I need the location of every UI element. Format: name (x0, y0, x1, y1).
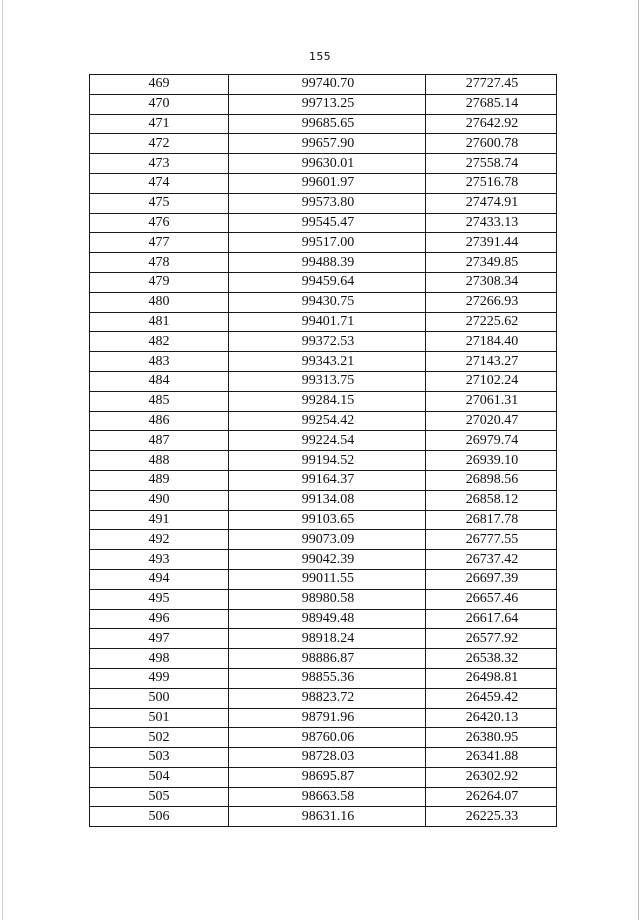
y-value-cell: 26420.13 (426, 708, 557, 728)
row-index-cell: 481 (90, 312, 229, 332)
row-index-cell: 479 (90, 272, 229, 292)
page-number: 155 (309, 50, 331, 63)
row-index-cell: 491 (90, 510, 229, 530)
table-row (90, 292, 557, 312)
y-value-cell: 26979.74 (426, 431, 557, 451)
x-value-cell: 99573.80 (229, 193, 426, 213)
x-value-cell: 99459.64 (229, 272, 426, 292)
x-value-cell: 99224.54 (229, 431, 426, 451)
y-value-cell: 27558.74 (426, 154, 557, 174)
x-value-cell: 99194.52 (229, 451, 426, 471)
table-row (90, 312, 557, 332)
table-row (90, 708, 557, 728)
table-row (90, 767, 557, 787)
row-index-cell: 475 (90, 193, 229, 213)
y-value-cell: 27642.92 (426, 114, 557, 134)
y-value-cell: 27102.24 (426, 371, 557, 391)
x-value-cell: 99254.42 (229, 411, 426, 431)
row-index-cell: 487 (90, 431, 229, 451)
table-row (90, 629, 557, 649)
table-row (90, 193, 557, 213)
table-row (90, 352, 557, 372)
table-row (90, 332, 557, 352)
row-index-cell: 490 (90, 490, 229, 510)
table-row (90, 510, 557, 530)
y-value-cell: 27433.13 (426, 213, 557, 233)
table-body (90, 75, 557, 827)
y-value-cell: 26459.42 (426, 688, 557, 708)
y-value-cell: 26697.39 (426, 569, 557, 589)
table-row (90, 490, 557, 510)
y-value-cell: 26777.55 (426, 530, 557, 550)
x-value-cell: 99164.37 (229, 470, 426, 490)
row-index-cell: 474 (90, 173, 229, 193)
y-value-cell: 27266.93 (426, 292, 557, 312)
y-value-cell: 26577.92 (426, 629, 557, 649)
y-value-cell: 26302.92 (426, 767, 557, 787)
x-value-cell: 99601.97 (229, 173, 426, 193)
table-row (90, 589, 557, 609)
y-value-cell: 26538.32 (426, 649, 557, 669)
row-index-cell: 469 (90, 75, 229, 95)
table-row (90, 154, 557, 174)
row-index-cell: 506 (90, 807, 229, 827)
row-index-cell: 494 (90, 569, 229, 589)
y-value-cell: 27600.78 (426, 134, 557, 154)
x-value-cell: 99517.00 (229, 233, 426, 253)
y-value-cell: 27474.91 (426, 193, 557, 213)
row-index-cell: 492 (90, 530, 229, 550)
x-value-cell: 99713.25 (229, 94, 426, 114)
row-index-cell: 470 (90, 94, 229, 114)
table-row (90, 272, 557, 292)
x-value-cell: 99401.71 (229, 312, 426, 332)
row-index-cell: 482 (90, 332, 229, 352)
x-value-cell: 99313.75 (229, 371, 426, 391)
y-value-cell: 27391.44 (426, 233, 557, 253)
table-row (90, 688, 557, 708)
x-value-cell: 99488.39 (229, 253, 426, 273)
table-row (90, 728, 557, 748)
page-edge-right (638, 0, 639, 920)
x-value-cell: 99685.65 (229, 114, 426, 134)
y-value-cell: 26737.42 (426, 550, 557, 570)
x-value-cell: 98663.58 (229, 787, 426, 807)
row-index-cell: 473 (90, 154, 229, 174)
table-row (90, 213, 557, 233)
y-value-cell: 27184.40 (426, 332, 557, 352)
table-row (90, 550, 557, 570)
y-value-cell: 27020.47 (426, 411, 557, 431)
y-value-cell: 26498.81 (426, 668, 557, 688)
x-value-cell: 98695.87 (229, 767, 426, 787)
table-row (90, 748, 557, 768)
table-row (90, 75, 557, 95)
y-value-cell: 27349.85 (426, 253, 557, 273)
table-row (90, 431, 557, 451)
y-value-cell: 27308.34 (426, 272, 557, 292)
table-row (90, 668, 557, 688)
row-index-cell: 488 (90, 451, 229, 471)
y-value-cell: 26657.46 (426, 589, 557, 609)
row-index-cell: 489 (90, 470, 229, 490)
x-value-cell: 99545.47 (229, 213, 426, 233)
row-index-cell: 480 (90, 292, 229, 312)
table-row (90, 94, 557, 114)
x-value-cell: 98855.36 (229, 668, 426, 688)
row-index-cell: 483 (90, 352, 229, 372)
y-value-cell: 26617.64 (426, 609, 557, 629)
row-index-cell: 500 (90, 688, 229, 708)
table-row (90, 253, 557, 273)
table-row (90, 807, 557, 827)
row-index-cell: 477 (90, 233, 229, 253)
y-value-cell: 27061.31 (426, 391, 557, 411)
data-table (89, 74, 557, 827)
x-value-cell: 99134.08 (229, 490, 426, 510)
row-index-cell: 502 (90, 728, 229, 748)
y-value-cell: 26341.88 (426, 748, 557, 768)
x-value-cell: 99073.09 (229, 530, 426, 550)
table-row (90, 451, 557, 471)
x-value-cell: 99103.65 (229, 510, 426, 530)
y-value-cell: 27143.27 (426, 352, 557, 372)
table-row (90, 649, 557, 669)
x-value-cell: 98791.96 (229, 708, 426, 728)
row-index-cell: 495 (90, 589, 229, 609)
y-value-cell: 26939.10 (426, 451, 557, 471)
row-index-cell: 472 (90, 134, 229, 154)
x-value-cell: 98918.24 (229, 629, 426, 649)
x-value-cell: 99042.39 (229, 550, 426, 570)
row-index-cell: 485 (90, 391, 229, 411)
row-index-cell: 484 (90, 371, 229, 391)
x-value-cell: 99011.55 (229, 569, 426, 589)
x-value-cell: 98760.06 (229, 728, 426, 748)
row-index-cell: 496 (90, 609, 229, 629)
row-index-cell: 498 (90, 649, 229, 669)
row-index-cell: 471 (90, 114, 229, 134)
x-value-cell: 99630.01 (229, 154, 426, 174)
y-value-cell: 26898.56 (426, 470, 557, 490)
y-value-cell: 26380.95 (426, 728, 557, 748)
table-row (90, 134, 557, 154)
row-index-cell: 497 (90, 629, 229, 649)
table-row (90, 371, 557, 391)
y-value-cell: 27685.14 (426, 94, 557, 114)
row-index-cell: 503 (90, 748, 229, 768)
x-value-cell: 98886.87 (229, 649, 426, 669)
x-value-cell: 99657.90 (229, 134, 426, 154)
y-value-cell: 27727.45 (426, 75, 557, 95)
row-index-cell: 499 (90, 668, 229, 688)
table-row (90, 530, 557, 550)
x-value-cell: 98728.03 (229, 748, 426, 768)
table-row (90, 609, 557, 629)
row-index-cell: 478 (90, 253, 229, 273)
x-value-cell: 99430.75 (229, 292, 426, 312)
x-value-cell: 99372.53 (229, 332, 426, 352)
x-value-cell: 98980.58 (229, 589, 426, 609)
y-value-cell: 26817.78 (426, 510, 557, 530)
x-value-cell: 99740.70 (229, 75, 426, 95)
table-row (90, 391, 557, 411)
y-value-cell: 26264.07 (426, 787, 557, 807)
x-value-cell: 99284.15 (229, 391, 426, 411)
table-row (90, 114, 557, 134)
y-value-cell: 26225.33 (426, 807, 557, 827)
row-index-cell: 493 (90, 550, 229, 570)
row-index-cell: 505 (90, 787, 229, 807)
row-index-cell: 486 (90, 411, 229, 431)
table-row (90, 470, 557, 490)
y-value-cell: 27225.62 (426, 312, 557, 332)
row-index-cell: 504 (90, 767, 229, 787)
table-row (90, 411, 557, 431)
table-row (90, 233, 557, 253)
row-index-cell: 501 (90, 708, 229, 728)
y-value-cell: 27516.78 (426, 173, 557, 193)
table-row (90, 569, 557, 589)
y-value-cell: 26858.12 (426, 490, 557, 510)
row-index-cell: 476 (90, 213, 229, 233)
x-value-cell: 98949.48 (229, 609, 426, 629)
x-value-cell: 99343.21 (229, 352, 426, 372)
x-value-cell: 98631.16 (229, 807, 426, 827)
page-edge-left (2, 0, 3, 920)
table-row (90, 787, 557, 807)
table-row (90, 173, 557, 193)
x-value-cell: 98823.72 (229, 688, 426, 708)
